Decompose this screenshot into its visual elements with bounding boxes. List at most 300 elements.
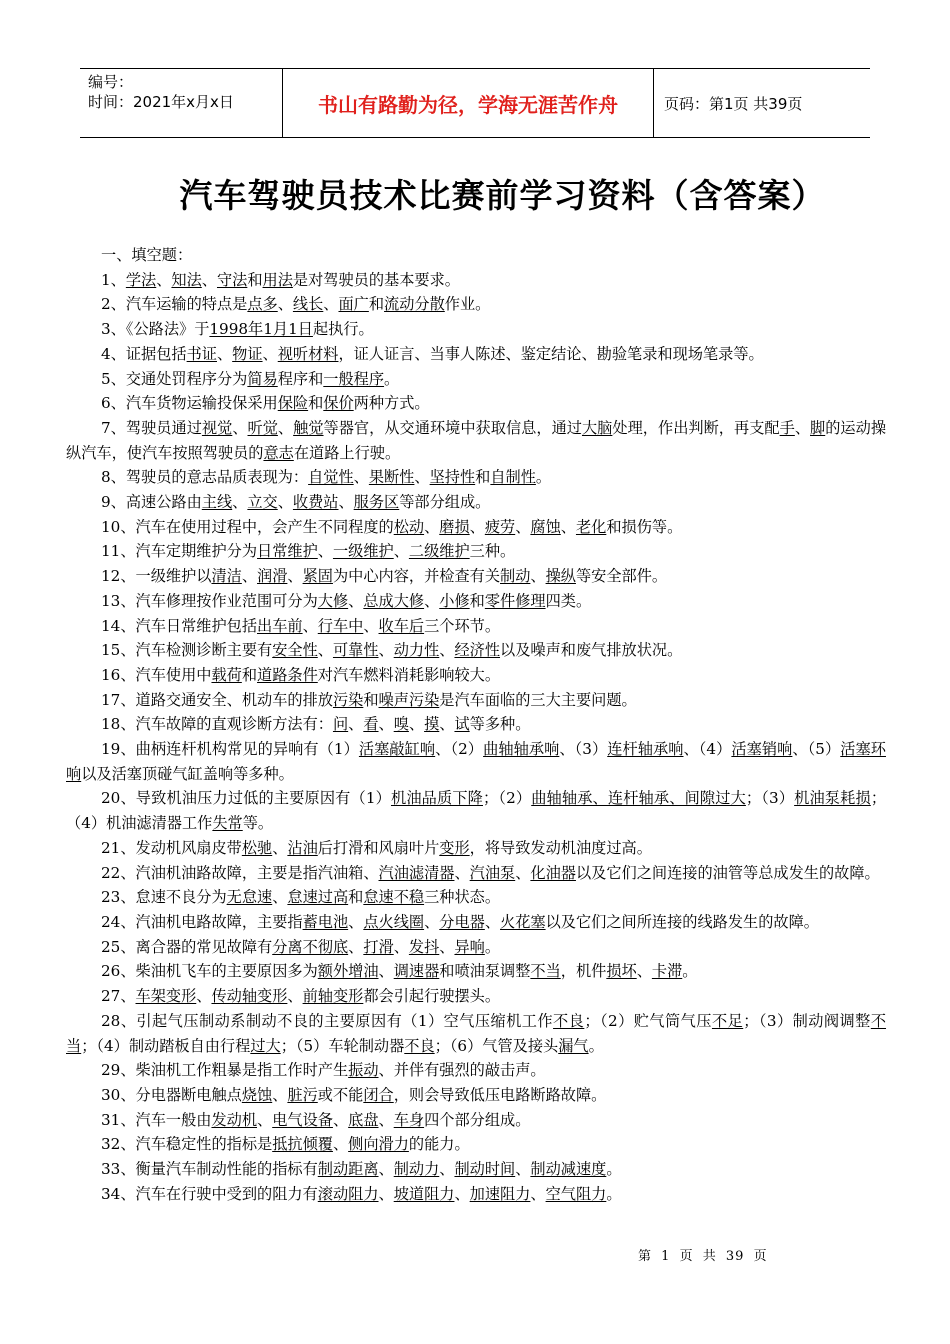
answer-blank: 发抖: [408, 937, 440, 956]
answer-blank: 发动机: [211, 1110, 258, 1129]
question-item: [66, 836, 886, 861]
answer-blank: 问: [332, 715, 349, 734]
answer-blank: 无怠速: [226, 888, 273, 907]
question-text: 、: [353, 468, 369, 487]
question-text: 都会引起行驶摆头。: [363, 987, 501, 1006]
footer-total-pages: 39: [725, 1249, 745, 1264]
question-item: [66, 786, 886, 835]
question-text: 、: [515, 517, 531, 536]
answer-blank: 怠速过高: [287, 888, 349, 907]
question-text: 8、驾驶员的意志品质表现为：: [101, 468, 309, 487]
footer-di: 第: [638, 1249, 653, 1264]
question-text: ，证人证言、当事人陈述、鉴定结论、勘验笔录和现场笔录等。: [338, 344, 764, 363]
answer-blank: 坚持性: [429, 468, 476, 487]
answer-blank: 卡滞: [651, 962, 683, 981]
answer-blank: 噪声污染: [378, 690, 440, 709]
question-text: 、: [393, 542, 409, 561]
header-page-info: 页码：第1页 共39页: [664, 94, 803, 113]
answer-blank: 清洁: [211, 567, 242, 586]
answer-blank: 嗅: [393, 715, 409, 734]
answer-blank: 一般程序: [323, 369, 385, 388]
answer-blank: 脏污: [287, 1085, 318, 1104]
answer-blank: 机油品质下降: [390, 789, 483, 808]
answer-blank: 曲轴轴承、连杆轴承、间隙过大: [531, 789, 746, 808]
question-text: 、: [348, 937, 364, 956]
footer-ye: 页: [679, 1249, 694, 1264]
question-text: 19、曲柄连杆机构常见的异响有（1）: [101, 740, 359, 759]
answer-blank: 知法: [171, 270, 202, 289]
question-text: 21、发动机风扇皮带: [101, 838, 242, 857]
answer-blank: 服务区: [353, 493, 400, 512]
answer-blank: 脚: [810, 418, 826, 437]
question-text: 、: [484, 912, 501, 931]
question-item: [66, 539, 886, 564]
question-item: [66, 984, 886, 1009]
question-text: 和: [363, 690, 379, 709]
answer-blank: 老化: [575, 517, 607, 536]
answer-blank: 异响: [454, 937, 485, 956]
question-text: ，机件: [560, 962, 607, 981]
question-text: 27、: [101, 987, 136, 1006]
question-item: [66, 935, 886, 960]
question-text: 、（3）: [559, 740, 608, 759]
question-text: 、: [424, 517, 440, 536]
question-text: 或不能: [317, 1085, 364, 1104]
answer-blank: 失常: [212, 814, 243, 833]
answer-blank: 日常维护: [257, 542, 318, 561]
question-text: 15、汽车检测诊断主要有: [101, 641, 273, 660]
answer-blank: 制动: [500, 567, 531, 586]
question-text: 和: [475, 468, 491, 487]
answer-blank: 传动轴变形: [211, 987, 288, 1006]
answer-blank: 曲轴轴承响: [483, 740, 560, 759]
answer-blank: 收车后: [378, 616, 425, 635]
answer-blank: 经济性: [454, 641, 501, 660]
question-text: 、: [469, 517, 485, 536]
question-item: [66, 1182, 886, 1207]
question-text: 、: [414, 468, 430, 487]
question-text: 4、证据包括: [101, 344, 187, 363]
question-text: 两种方式。: [353, 394, 430, 413]
question-text: 、: [363, 616, 379, 635]
question-text: 是对驾驶员的基本要求。: [292, 270, 460, 289]
question-item: [66, 391, 886, 416]
answer-blank: 腐蚀: [530, 517, 561, 536]
question-text: 起执行。: [312, 320, 374, 339]
question-item: [66, 515, 886, 540]
question-text: 、: [515, 863, 531, 882]
answer-blank: 意志: [263, 443, 294, 462]
question-text: 、（4）: [683, 740, 732, 759]
question-item: [66, 268, 886, 293]
question-text: 、: [232, 418, 248, 437]
question-text: 、: [216, 344, 233, 363]
answer-blank: 沾油: [287, 838, 318, 857]
question-text: 对汽车燃料消耗影响较大。: [317, 665, 501, 684]
question-item: [66, 1157, 886, 1182]
question-text: 以及它们之间连接的油管等总成发生的故障。: [575, 863, 880, 882]
question-text: 、: [636, 962, 652, 981]
question-text: 9、高速公路由: [101, 493, 202, 512]
question-text: 和喷油泵调整: [439, 962, 531, 981]
header-motto: 书山有路勤为径，学海无涯苦作舟: [282, 69, 654, 137]
question-text: 1、: [101, 270, 126, 289]
question-text: 、: [378, 1184, 394, 1203]
question-text: 以及活塞顶碰气缸盖响等多种。: [81, 764, 294, 783]
question-text: 和: [247, 270, 263, 289]
question-text: 、: [241, 567, 258, 586]
question-item: [66, 959, 886, 984]
answer-blank: 火花塞: [500, 912, 546, 931]
question-item: [66, 367, 886, 392]
question-text: 、（5）: [792, 740, 841, 759]
question-text: 12、一级维护以: [101, 567, 212, 586]
answer-blank: 用法: [262, 270, 293, 289]
question-text: 、: [348, 591, 364, 610]
question-text: 。: [484, 937, 501, 956]
footer-ye2: 页: [753, 1249, 768, 1264]
answer-blank: 烧蚀: [241, 1085, 273, 1104]
question-item: [66, 688, 886, 713]
question-text: 、: [287, 567, 303, 586]
answer-blank: 线长: [292, 295, 324, 314]
answer-blank: 磨损: [439, 517, 470, 536]
question-item: [66, 1009, 886, 1058]
question-text: 。: [682, 962, 698, 981]
answer-blank: 松动: [393, 517, 425, 536]
question-item: [66, 292, 886, 317]
question-text: 。: [606, 1160, 622, 1179]
question-text: 三种。: [469, 542, 516, 561]
question-text: ；（2）贮气筒气压: [584, 1011, 712, 1030]
question-text: 、: [530, 567, 546, 586]
question-text: 、: [277, 493, 293, 512]
answer-blank: 视听材料: [277, 344, 339, 363]
answer-blank: 松驰: [241, 838, 273, 857]
question-text: 的能力。: [408, 1135, 470, 1154]
question-text: ；（3）: [745, 789, 795, 808]
answer-blank: 书证: [186, 344, 217, 363]
question-text: 30、分电器断电触点: [101, 1085, 242, 1104]
question-text: 等部分组成。: [399, 493, 491, 512]
question-text: 、: [454, 1184, 470, 1203]
question-text: 29、柴油机工作粗暴是指工作时产生: [101, 1061, 349, 1080]
question-text: 以及它们之间所连接的线路发生的故障。: [545, 912, 819, 931]
question-text: ，将导致发动机油度过高。: [469, 838, 652, 857]
question-text: 和: [241, 665, 258, 684]
question-text: ；（2）: [483, 789, 532, 808]
question-text: 6、汽车货物运输投保采用: [101, 394, 278, 413]
question-item: [66, 663, 886, 688]
question-text: 、: [257, 1110, 273, 1129]
question-text: 34、汽车在行驶中受到的阻力有: [101, 1184, 318, 1203]
answer-blank: 手: [779, 418, 795, 437]
answer-blank: 前轴变形: [302, 987, 364, 1006]
answer-blank: 抵抗倾覆: [272, 1135, 333, 1154]
question-text: 三个环节。: [424, 616, 501, 635]
question-text: 、: [439, 1160, 455, 1179]
answer-blank: 漏气: [558, 1036, 589, 1055]
answer-blank: 保价: [323, 394, 354, 413]
answer-blank: 点多: [247, 295, 278, 314]
question-item: [66, 564, 886, 589]
question-text: 、: [560, 517, 576, 536]
answer-blank: 活塞敲缸响: [358, 740, 436, 759]
question-text: ；（5）车轮制动器: [280, 1036, 405, 1055]
answer-blank: 动力性: [393, 641, 440, 660]
question-text: 、: [348, 715, 364, 734]
question-text: 、: [332, 1110, 349, 1129]
answer-blank: 损坏: [606, 962, 637, 981]
answer-blank: 面广: [338, 295, 369, 314]
answer-blank: 额外增油: [317, 962, 379, 981]
question-text: 等器官，从交通环境中获取信息，通过: [323, 418, 582, 437]
question-text: 、: [332, 1135, 349, 1154]
answer-blank: 二级维护: [408, 542, 470, 561]
question-text: 5、交通处罚程序分为: [101, 369, 248, 388]
answer-blank: 化油器: [530, 863, 576, 882]
answer-blank: 振动: [348, 1061, 379, 1080]
question-text: 、: [272, 838, 288, 857]
question-list: [66, 268, 886, 1207]
question-text: 为中心内容，并检查有关: [332, 567, 501, 586]
answer-blank: 制动距离: [317, 1160, 379, 1179]
answer-blank: 变形: [439, 838, 470, 857]
question-text: 、: [515, 1160, 531, 1179]
question-text: 、: [302, 616, 318, 635]
question-text: ，则会导致低压电路断路故障。: [393, 1085, 607, 1104]
question-text: 、: [378, 1160, 394, 1179]
answer-blank: 汽油滤清器: [378, 863, 455, 882]
answer-blank: 看: [363, 715, 379, 734]
document-body: [66, 243, 886, 1206]
answer-blank: 零件修理: [484, 591, 546, 610]
answer-blank: 紧固: [302, 567, 333, 586]
question-text: 32、汽车稳定性的指标是: [101, 1135, 273, 1154]
question-text: ；（4）制动踏板自由行程: [81, 1036, 251, 1055]
answer-blank: 滚动阻力: [317, 1184, 379, 1203]
answer-blank: 安全性: [272, 641, 318, 660]
question-text: 18、汽车故障的直观诊断方法有：: [101, 715, 333, 734]
header-meta: [80, 69, 282, 137]
section-heading: 一、填空题：: [101, 246, 193, 264]
answer-blank: 活塞销响: [731, 740, 793, 759]
answer-blank: 过大: [250, 1036, 281, 1055]
question-item: [66, 490, 886, 515]
question-text: 、: [232, 493, 248, 512]
question-item: [66, 737, 886, 786]
question-text: 。: [535, 468, 552, 487]
question-text: ；（3）制动阀调整: [743, 1011, 871, 1030]
answer-blank: 制动减速度: [530, 1160, 607, 1179]
question-text: 、: [156, 270, 172, 289]
question-text: 、: [378, 715, 394, 734]
question-text: 13、汽车修理按作业范围可分为: [101, 591, 318, 610]
question-text: 四个部分组成。: [424, 1110, 531, 1129]
question-text: 、: [201, 270, 217, 289]
question-text: ；（4）机油滤清器工作: [66, 789, 886, 833]
question-text: 、: [338, 493, 354, 512]
question-text: 7、驾驶员通过: [101, 418, 202, 437]
answer-blank: 视觉: [201, 418, 233, 437]
question-text: 、: [348, 912, 364, 931]
answer-blank: 主线: [201, 493, 233, 512]
answer-blank: 试: [454, 715, 470, 734]
answer-blank: 分离不彻底: [272, 937, 349, 956]
answer-blank: 打滑: [363, 937, 394, 956]
question-text: 以及噪声和废气排放状况。: [500, 641, 683, 660]
page-title: 汽车驾驶员技术比赛前学习资料（含答案）: [179, 176, 826, 215]
question-text: 、: [272, 888, 288, 907]
question-item: [66, 1132, 886, 1157]
answer-blank: 自制性: [490, 468, 536, 487]
question-item: [66, 1083, 886, 1108]
question-text: 处理，作出判断，再支配: [612, 418, 780, 437]
answer-blank: 道路条件: [257, 665, 318, 684]
question-item: [66, 1108, 886, 1133]
answer-blank: 点火线圈: [363, 912, 425, 931]
question-item: [66, 589, 886, 614]
question-text: 、: [393, 937, 409, 956]
question-text: 、: [317, 542, 333, 561]
question-text: 、: [439, 641, 455, 660]
question-text: 、: [262, 344, 278, 363]
doc-number-label: 编号：: [88, 73, 134, 91]
answer-blank: 自觉性: [308, 468, 354, 487]
answer-blank: 润滑: [257, 567, 288, 586]
question-text: 、并伴有强烈的敲击声。: [378, 1061, 546, 1080]
question-text: ；（6）气管及接头: [434, 1036, 559, 1055]
answer-blank: 守法: [216, 270, 248, 289]
answer-blank: 不良: [553, 1011, 585, 1030]
question-item: [66, 614, 886, 639]
question-text: 2、汽车运输的特点是: [101, 295, 248, 314]
answer-blank: 机油泵耗损: [794, 789, 871, 808]
answer-blank: 加速阻力: [469, 1184, 531, 1203]
question-text: 程序和: [277, 369, 324, 388]
question-text: 、: [277, 295, 293, 314]
answer-blank: 坡道阻力: [393, 1184, 455, 1203]
answer-blank: 摸: [424, 715, 440, 734]
question-text: 、: [272, 1085, 288, 1104]
answer-blank: 小修: [439, 591, 470, 610]
answer-blank: 1998年1月1日: [209, 320, 313, 339]
answer-blank: 不良: [404, 1036, 435, 1055]
question-text: 和损伤等。: [606, 517, 683, 536]
answer-blank: 活塞环响: [66, 740, 886, 783]
question-text: 、: [530, 1184, 546, 1203]
answer-blank: 学法: [125, 270, 157, 289]
answer-blank: 不足: [711, 1011, 744, 1030]
answer-blank: 触觉: [293, 418, 324, 437]
footer-page-number: 1: [661, 1249, 671, 1264]
answer-blank: 调速器: [393, 962, 440, 981]
answer-blank: 分电器: [439, 912, 485, 931]
question-text: 、: [439, 715, 455, 734]
question-text: 后打滑和风扇叶片: [317, 838, 440, 857]
question-text: 和: [308, 394, 324, 413]
question-text: 等安全部件。: [575, 567, 668, 586]
question-text: 、（2）: [435, 740, 484, 759]
question-text: 16、汽车使用中: [101, 665, 212, 684]
question-text: 在道路上行驶。: [293, 443, 401, 462]
question-text: 、: [424, 591, 440, 610]
footer-gong: 共: [702, 1249, 717, 1264]
question-item: [66, 342, 886, 367]
answer-blank: 车身: [393, 1110, 425, 1129]
answer-blank: 疲劳: [484, 517, 516, 536]
question-text: 11、汽车定期维护分为: [101, 542, 258, 561]
question-item: [66, 1058, 886, 1083]
question-item: [66, 317, 886, 342]
page-footer: [638, 1245, 772, 1264]
question-item: [66, 712, 886, 737]
question-text: 、: [317, 641, 333, 660]
answer-blank: 闭合: [363, 1085, 394, 1104]
answer-blank: 制动力: [393, 1160, 440, 1179]
question-text: 31、汽车一般由: [101, 1110, 212, 1129]
question-text: 。: [384, 369, 400, 388]
question-text: 是汽车面临的三大主要问题。: [439, 690, 637, 709]
answer-blank: 污染: [332, 690, 364, 709]
answer-blank: 底盘: [348, 1110, 379, 1129]
answer-blank: 大脑: [581, 418, 613, 437]
question-item: [66, 416, 886, 465]
question-text: 28、引起气压制动系制动不良的主要原因有（1）空气压缩机工作: [101, 1011, 554, 1030]
question-text: 、: [378, 1110, 394, 1129]
answer-blank: 果断性: [368, 468, 415, 487]
answer-blank: 听觉: [247, 418, 278, 437]
question-text: 。: [606, 1184, 622, 1203]
question-text: 、: [454, 863, 470, 882]
answer-blank: 大修: [317, 591, 349, 610]
question-text: 和: [368, 295, 385, 314]
answer-blank: 蓄电池: [302, 912, 349, 931]
answer-blank: 可靠性: [332, 641, 379, 660]
question-text: 33、衡量汽车制动性能的指标有: [101, 1160, 318, 1179]
answer-blank: 物证: [232, 344, 263, 363]
question-text: 17、道路交通安全、机动车的排放: [101, 690, 333, 709]
answer-blank: 连杆轴承响: [607, 740, 684, 759]
question-text: 、: [378, 641, 394, 660]
question-text: 、: [408, 715, 425, 734]
answer-blank: 电气设备: [272, 1110, 333, 1129]
answer-blank: 载荷: [211, 665, 242, 684]
question-text: 14、汽车日常维护包括: [101, 616, 258, 635]
question-text: 、: [424, 912, 440, 931]
answer-blank: 行车中: [317, 616, 364, 635]
question-text: 22、汽油机油路故障，主要是指汽油箱、: [101, 863, 379, 882]
answer-blank: 保险: [277, 394, 309, 413]
question-text: 。: [588, 1036, 604, 1055]
answer-blank: 一级维护: [332, 542, 394, 561]
question-item: [66, 910, 886, 935]
answer-blank: 空气阻力: [545, 1184, 607, 1203]
question-text: 25、离合器的常见故障有: [101, 937, 273, 956]
question-text: 20、导致机油压力过低的主要原因有（1）: [101, 789, 391, 808]
answer-blank: 操纵: [545, 567, 576, 586]
answer-blank: 侧向滑力: [348, 1135, 409, 1154]
question-text: 、: [196, 987, 212, 1006]
answer-blank: 车架变形: [135, 987, 197, 1006]
document-header: [80, 68, 870, 138]
question-text: 作业。: [444, 295, 491, 314]
answer-blank: 收费站: [292, 493, 339, 512]
question-text: 等多种。: [469, 715, 531, 734]
answer-blank: 总成大修: [363, 591, 425, 610]
question-text: 、: [439, 937, 455, 956]
answer-blank: 制动时间: [454, 1160, 516, 1179]
